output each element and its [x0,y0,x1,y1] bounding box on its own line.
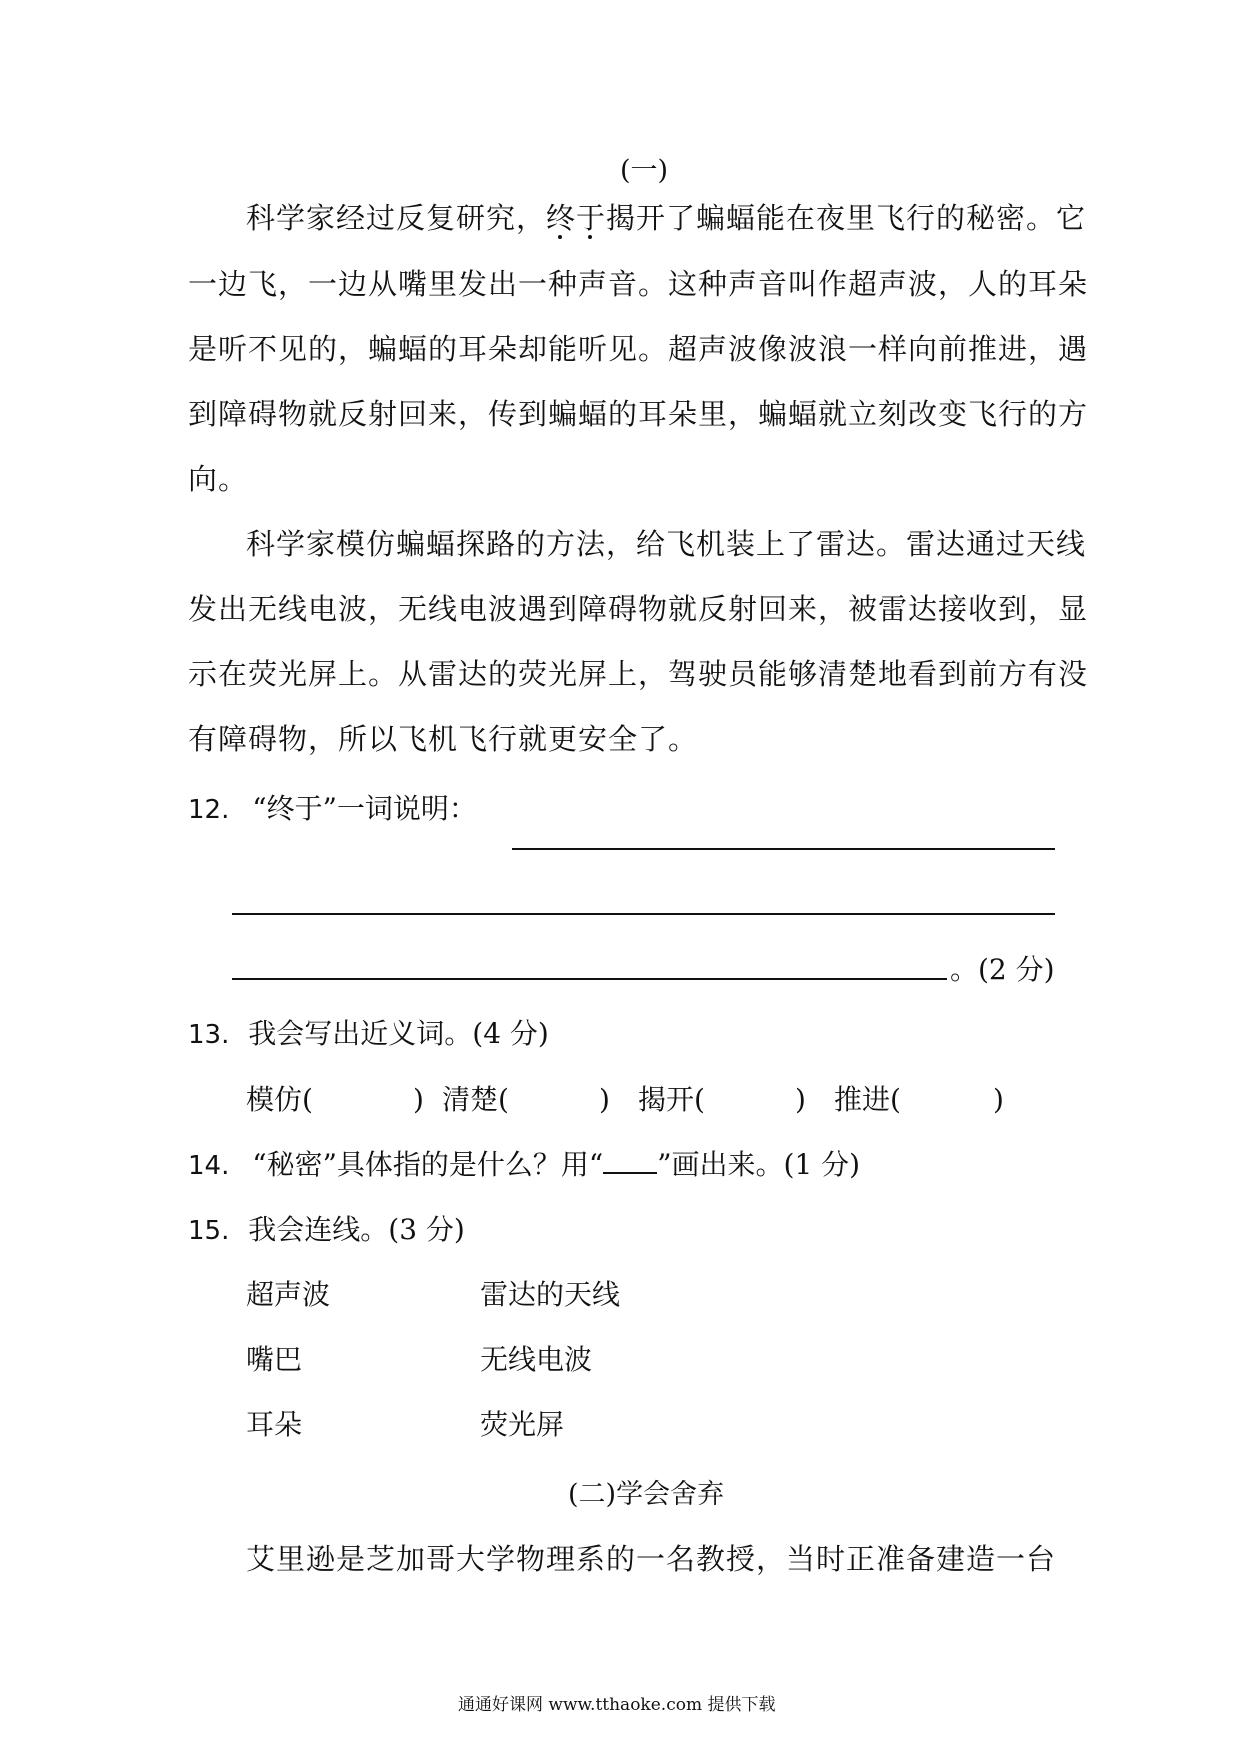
synonym-close: ) [992,1083,1004,1116]
synonym-item[interactable] [834,1078,1004,1118]
question-text: ”画出来。(1 分) [657,1148,861,1181]
emphasis-text: 终于 [546,201,607,235]
passage-line: 艾里逊是芝加哥大学物理系的一名教授，当时正准备建造一台 [246,1542,1057,1576]
passage-line: 有障碍物，所以飞机飞行就更安全了。 [188,722,699,756]
emphasis-dot [588,235,592,239]
synonym-close: ) [412,1083,424,1116]
passage-line: 向。 [188,462,249,496]
question-number: 12. [188,795,230,825]
synonym-item[interactable] [442,1078,610,1118]
footer-source: 通通好课网 www.tthaoke.com 提供下载 [458,1695,776,1715]
match-right-item[interactable]: 荧光屏 [480,1408,565,1441]
synonym-item[interactable] [638,1078,806,1118]
passage-text: 揭开了蝙蝠能在夜里飞行的秘密。它 [606,201,1087,235]
question-12 [188,787,477,827]
dotted-emphasis-word [546,201,606,235]
synonym-close: ) [794,1083,806,1116]
passage-line: 是听不见的，蝙蝠的耳朵却能听见。超声波像波浪一样向前推进，遇 [188,332,1089,366]
question-15 [188,1208,465,1248]
answer-line[interactable] [512,848,1055,850]
question-text: 我会连线。(3 分) [248,1213,465,1246]
question-number: 15. [188,1216,230,1246]
synonym-item[interactable] [246,1078,424,1118]
synonym-close: ) [598,1083,610,1116]
synonym-word: 模仿( [246,1083,313,1116]
section-two-title: (二)学会舍弃 [568,1479,725,1510]
question-14 [188,1143,860,1183]
answer-line[interactable] [232,978,947,980]
question-number: 14. [188,1151,230,1181]
passage-text: 科学家经过反复研究， [246,201,547,235]
question-score: 。(2 分) [950,953,1055,986]
question-text: 我会写出近义词。(4 分) [248,1017,549,1050]
question-text: “秘密”具体指的是什么？用“ [252,1148,604,1181]
passage-line: 到障碍物就反射回来，传到蝙蝠的耳朵里，蝙蝠就立刻改变飞行的方 [188,397,1089,431]
question-text: “终于”一词说明： [252,792,477,825]
passage-line: 一边飞，一边从嘴里发出一种声音。这种声音叫作超声波，人的耳朵 [188,267,1089,301]
underline-sample [603,1150,657,1174]
question-number: 13. [188,1020,230,1050]
section-one-title: (一) [620,155,669,186]
match-right-item[interactable]: 无线电波 [480,1343,593,1376]
match-left-item[interactable]: 超声波 [246,1278,331,1311]
passage-line: 科学家模仿蝙蝠探路的方法，给飞机装上了雷达。雷达通过天线 [246,527,1087,561]
answer-line[interactable] [232,913,1055,915]
passage-line [246,196,1086,237]
question-13 [188,1012,549,1052]
passage-line: 示在荧光屏上。从雷达的荧光屏上，驾驶员能够清楚地看到前方有没 [188,657,1089,691]
passage-line: 发出无线电波，无线电波遇到障碍物就反射回来，被雷达接收到，显 [188,592,1089,626]
synonym-word: 清楚( [442,1083,509,1116]
synonym-word: 推进( [834,1083,901,1116]
match-left-item[interactable]: 耳朵 [246,1408,303,1441]
synonym-word: 揭开( [638,1083,705,1116]
match-right-item[interactable]: 雷达的天线 [480,1278,621,1311]
match-left-item[interactable]: 嘴巴 [246,1343,303,1376]
emphasis-dot [558,235,562,239]
